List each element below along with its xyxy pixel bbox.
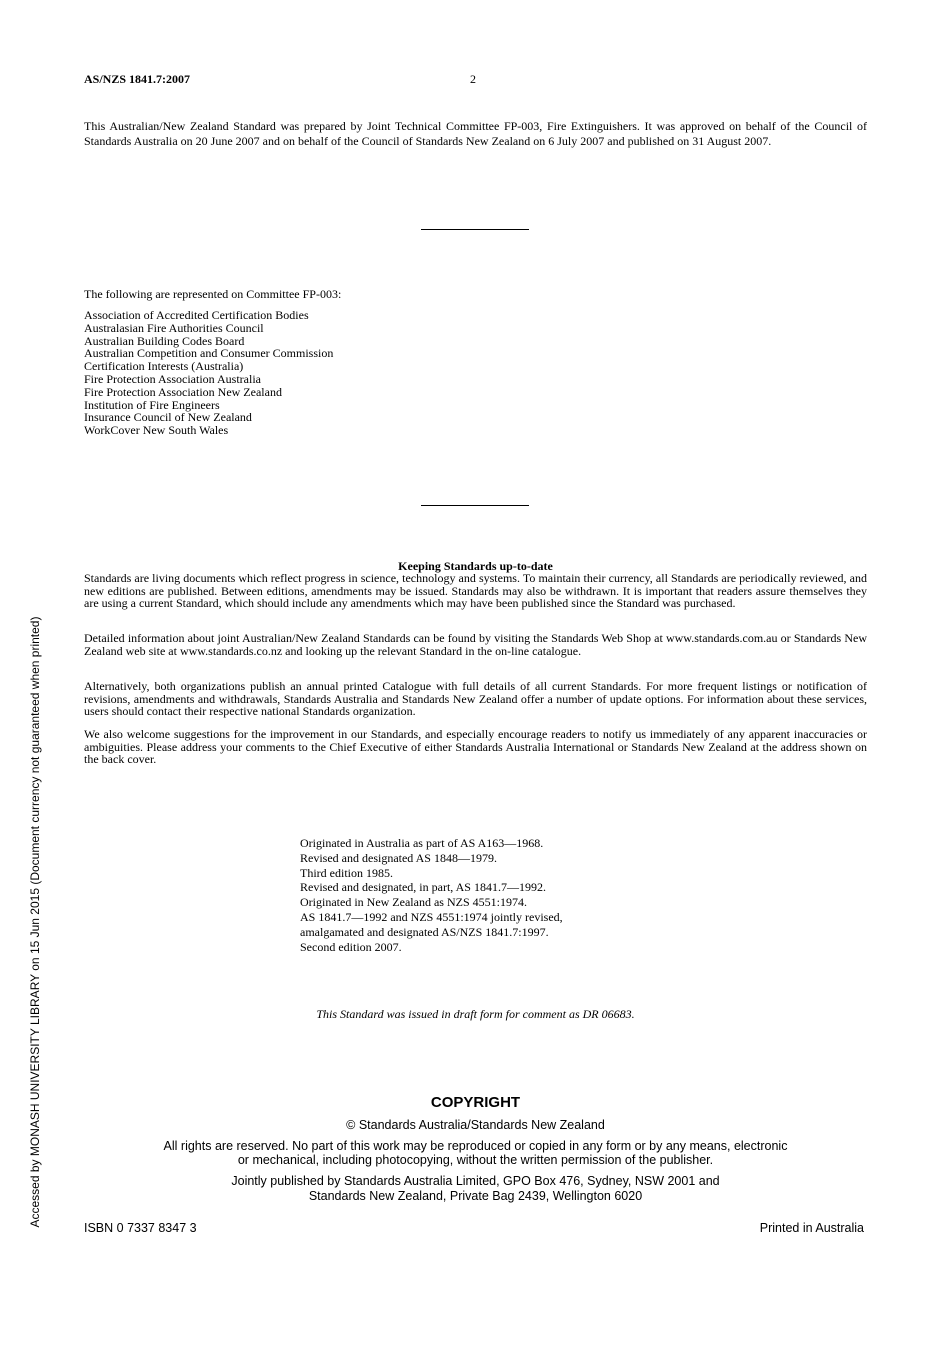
publication-history — [300, 836, 563, 954]
page-number: 2 — [470, 72, 476, 86]
rights-statement-line-2: or mechanical, including photocopying, without the written permission of the publisher. — [237, 1153, 714, 1167]
list-item: Association of Accredited Certification Bodies — [84, 308, 309, 322]
copyright-holder: © Standards Australia/Standards New Zealand — [346, 1118, 605, 1132]
preparation-note: This Australian/New Zealand Standard was prepared by Joint Technical Committee FP-003, Fire Extinguishers. It was approved on behalf of the Council of Standards Australia on 20 June 2007 and on behalf of the Council of Standards New Zealand on 6 July 2007 and published on 31 August 2007. — [84, 119, 867, 148]
list-item: Australian Competition and Consumer Commission — [84, 346, 334, 361]
divider-rule — [421, 229, 529, 230]
history-line: Third edition 1985. — [300, 865, 393, 880]
copyright-title: COPYRIGHT — [430, 1094, 521, 1111]
committee-member-list — [84, 309, 333, 437]
keeping-paragraph: Detailed information about joint Australian/New Zealand Standards can be found by visiting the Standards Web Shop at www.standards.com.au or Standards New Zealand web site at www.standards.co.nz and looking up the relevant Standard in the on-line catalogue. — [84, 631, 867, 658]
draft-note: This Standard was issued in draft form for comment as DR 06683. — [316, 1007, 635, 1021]
history-line: Second edition 2007. — [300, 939, 402, 954]
standard-id: AS/NZS 1841.7:2007 — [84, 72, 191, 86]
list-item: Australian Building Codes Board — [84, 333, 245, 348]
rights-statement-line-1: All rights are reserved. No part of this work may be reproduced or copied in any form or by any means, electronic — [163, 1139, 788, 1153]
history-line: Revised and designated AS 1848—1979. — [300, 850, 497, 865]
list-item: WorkCover New South Wales — [84, 423, 229, 438]
isbn: ISBN 0 7337 8347 3 — [84, 1221, 197, 1235]
history-line: Revised and designated, in part, AS 1841.7—1992. — [300, 880, 546, 895]
publisher-line-1: Jointly published by Standards Australia Limited, GPO Box 476, Sydney, NSW 2001 and — [231, 1174, 720, 1188]
keeping-up-to-date-title: Keeping Standards up-to-date — [398, 559, 553, 573]
list-item: Certification Interests (Australia) — [84, 359, 244, 374]
keeping-paragraph: We also welcome suggestions for the improvement in our Standards, and especially encourage readers to notify us immediately of any apparent inaccuracies or ambiguities. Please address your comments to the Chief Executive of either Standards Australia International or Standards New Zealand at the address shown on the back cover. — [84, 727, 867, 767]
list-item: Fire Protection Association Australia — [84, 371, 261, 386]
keeping-paragraph: Standards are living documents which reflect progress in science, technology and systems. To maintain their currency, all Standards are periodically reviewed, and new editions are published. Between editions, amendments may be issued. Standards may also be withdrawn. It is important that readers assure themselves they are using a current Standard, which should include any amendments which may have been published since the Standard was purchased. — [84, 571, 867, 611]
committee-intro: The following are represented on Committee FP-003: — [84, 287, 342, 301]
list-item: Insurance Council of New Zealand — [84, 410, 252, 425]
publisher-line-2: Standards New Zealand, Private Bag 2439, Wellington 6020 — [308, 1189, 643, 1203]
printed-in: Printed in Australia — [759, 1221, 864, 1235]
keeping-paragraph: Alternatively, both organizations publish an annual printed Catalogue with full details of all current Standards. For more frequent listings or notification of revisions, amendments and withdrawals, Standards Australia and Standards New Zealand offer a number of update options. For information about these services, users should contact their respective national Standards organization. — [84, 679, 867, 719]
divider-rule — [421, 505, 529, 506]
list-item: Institution of Fire Engineers — [84, 397, 220, 412]
list-item: Fire Protection Association New Zealand — [84, 384, 282, 399]
access-watermark: Accessed by MONASH UNIVERSITY LIBRARY on 15 Jun 2015 (Document currency not guaranteed when printed) — [28, 616, 42, 1228]
history-line: Originated in Australia as part of AS A163—1968. — [300, 836, 544, 850]
history-line: amalgamated and designated AS/NZS 1841.7:1997. — [300, 924, 549, 939]
history-line: AS 1841.7—1992 and NZS 4551:1974 jointly revised, — [300, 909, 563, 924]
history-line: Originated in New Zealand as NZS 4551:1974. — [300, 895, 527, 910]
list-item: Australasian Fire Authorities Council — [84, 320, 264, 335]
